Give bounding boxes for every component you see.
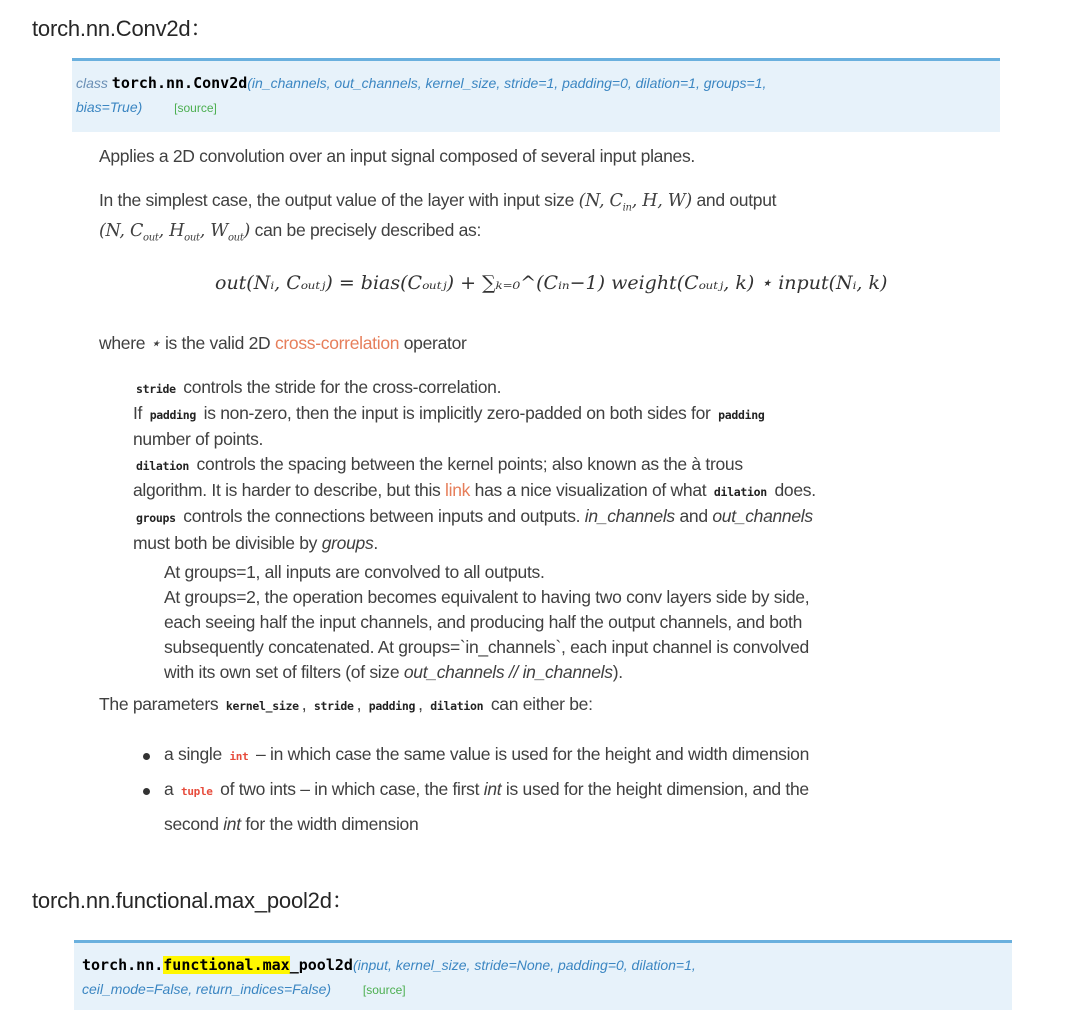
parameters-line: The parameters kernel_size , stride , padding , dilation can either be: (99, 694, 593, 714)
conv2d-signature (72, 58, 1000, 132)
groups2-line3: subsequently concatenated. At groups=`in_channels`, each input channel is convolved (164, 637, 809, 657)
dilation-line: dilation controls the spacing between the kernel points; also known as the à trous (136, 454, 743, 474)
conv2d-heading: torch.nn.Conv2d： (32, 16, 213, 41)
conv2d-params: (in_channels, out_channels, kernel_size, stride=1, padding=0, dilation=1, groups=1, (247, 75, 767, 91)
maxpool2d-params: (input, kernel_size, stride=None, padding=0, dilation=1, (352, 957, 696, 973)
groups1-line: At groups=1, all inputs are convolved to all outputs. (164, 562, 545, 582)
maxpool2d-params-cont: ceil_mode=False, return_indices=False) (82, 981, 332, 997)
maxpool2d-heading: torch.nn.functional.max_pool2d： (32, 888, 354, 913)
maxpool2d-name-prefix: torch.nn. (82, 956, 164, 974)
dilation-line2: algorithm. It is harder to describe, but this link has a nice visualization of what dilation does. (133, 480, 816, 500)
simplest-case-line1: In the simplest case, the output value of the layer with input size (N, $C_{in}$, H, W) and output (99, 190, 777, 214)
groups2-line2: each seeing half the input channels, and producing half the output channels, and both (164, 612, 803, 632)
maxpool2d-name-suffix: _pool2d (289, 956, 353, 974)
groups-line: groups controls the connections between inputs and outputs. in_channels and out_channels (136, 506, 813, 526)
groups2-line1: At groups=2, the operation becomes equivalent to having two conv layers side by side, (164, 587, 810, 607)
bullet-int: a single int – in which case the same value is used for the height and width dimension (164, 744, 810, 764)
dilation-visualization-link[interactable]: link (445, 480, 471, 500)
bullet-dot (143, 753, 150, 760)
class-keyword: class (76, 75, 108, 91)
conv2d-source-link[interactable]: [source] (174, 101, 217, 115)
padding-line: If padding is non-zero, then the input is implicitly zero-padded on both sides for padding (133, 403, 765, 423)
bullet-tuple: a tuple of two ints – in which case, the first int is used for the height dimension, and the (164, 779, 809, 799)
conv2d-name: torch.nn.Conv2d (111, 74, 248, 92)
simplest-case-line2: (N, $C_{out}$, $H_{out}$, $W_{out}$) can be precisely described as: (99, 220, 482, 244)
maxpool2d-source-link[interactable]: [source] (362, 983, 406, 997)
bullet-tuple-line2: second int for the width dimension (164, 814, 419, 834)
padding-line2: number of points. (133, 429, 264, 449)
maxpool2d-name-highlight: functional.max (163, 956, 290, 974)
groups-line2: must both be divisible by groups. (133, 533, 378, 553)
where-line: where ⋆ is the valid 2D cross-correlation operator (99, 333, 467, 354)
cross-correlation-link[interactable]: cross-correlation (274, 333, 400, 353)
stride-line: stride controls the stride for the cross-correlation. (136, 377, 502, 397)
conv2d-params-cont: bias=True) (76, 99, 143, 115)
maxpool2d-signature (74, 940, 1012, 1010)
conv2d-intro: Applies a 2D convolution over an input signal composed of several input planes. (99, 146, 695, 166)
bullet-dot (143, 788, 150, 795)
groups2-line4: with its own set of filters (of size out_channels // in_channels). (164, 662, 623, 682)
conv2d-equation: out(Nᵢ, Cₒᵤₜⱼ) = bias(Cₒᵤₜⱼ) + ∑ₖ₌₀^(Cᵢₙ−1) weight(Cₒᵤₜⱼ, k) ⋆ input(Nᵢ, k) (215, 272, 888, 294)
